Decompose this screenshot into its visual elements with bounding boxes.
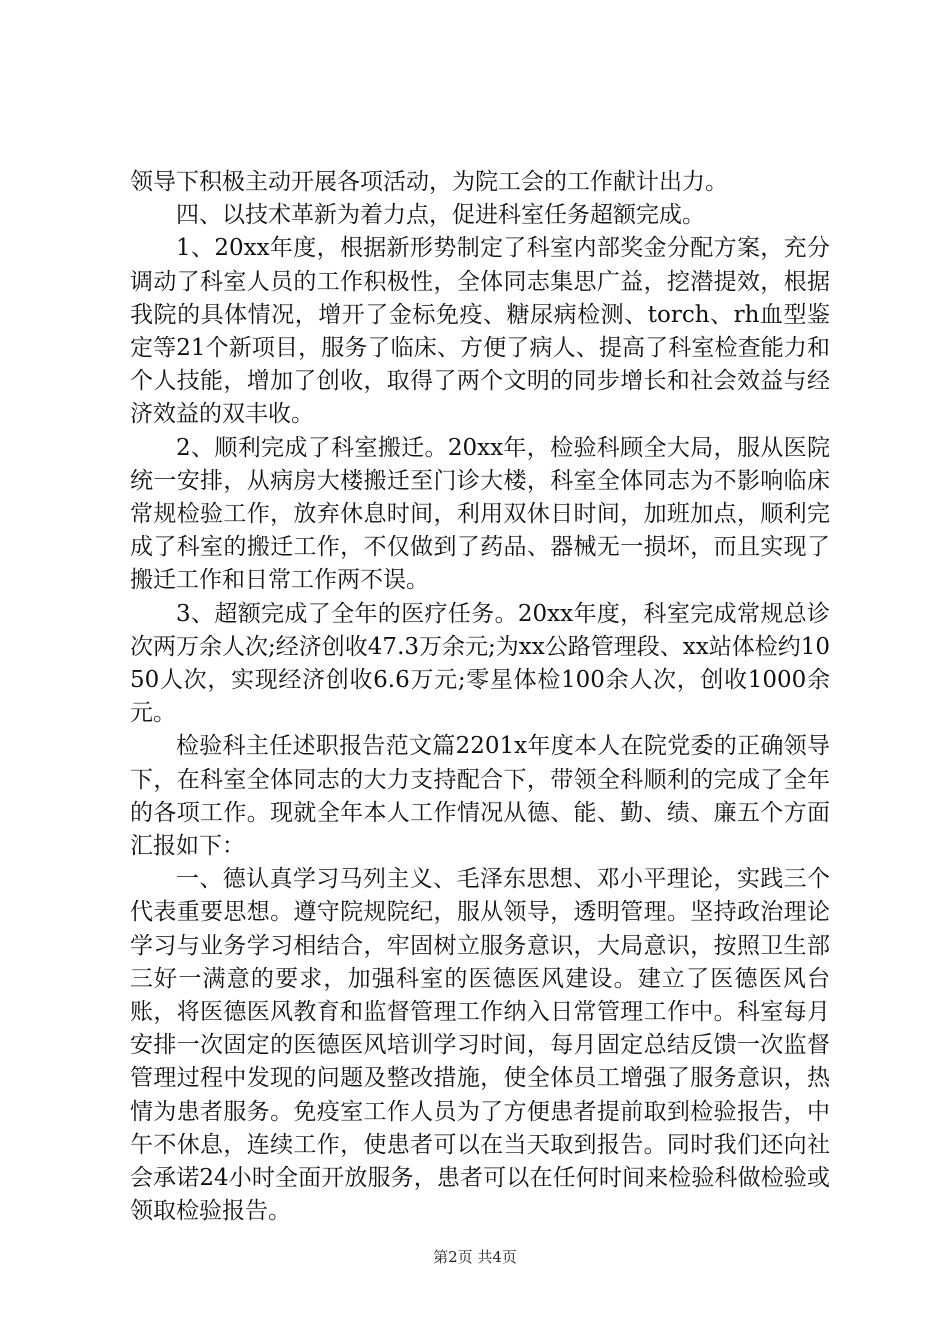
paragraph-3: 1、20xx年度，根据新形势制定了科室内部奖金分配方案，充分调动了科室人员的工作积极性，全体同志集思广益，挖潜提效，根据我院的具体情况，增开了金标免疫、糖尿病检测、torch、rh血型鉴定等21个新项目，服务了临床、方便了病人、提高了科室检查能力和个人技能，增加了创收，取得了两个文明的同步增长和社会效益与经济效益的双丰收。 <box>130 235 830 428</box>
paragraph-7: 一、德认真学习马列主义、毛泽东思想、邓小平理论，实践三个代表重要思想。遵守院规院纪，服从领导，透明管理。坚持政治理论学习与业务学习相结合，牢固树立服务意识，大局意识，按照卫生部三好一满意的要求，加强科室的医德医风建设。建立了医德医风台账，将医德医风教育和监督管理工作纳入日常管理工作中。科室每月安排一次固定的医德医风培训学习时间，每月固定总结反馈一次监督管理过程中发现的问题及整改措施，使全体员工增强了服务意识，热情为患者服务。免疫室工作人员为了方便患者提前取到检验报告，中午不休息，连续工作，使患者可以在当天取到报告。同时我们还向社会承诺24小时全面开放服务，患者可以在任何时间来检验科做检验或领取检验报告。 <box>130 866 830 1225</box>
document-body <box>130 166 830 1229</box>
paragraph-1: 领导下积极主动开展各项活动，为院工会的工作献计出力。 <box>130 169 728 195</box>
page-number-footer: 第2页 共4页 <box>433 1248 517 1266</box>
paragraph-5: 3、超额完成了全年的医疗任务。20xx年度，科室完成常规总诊次两万余人次;经济创收47.3万余元;为xx公路管理段、xx站体检约1050人次，实现经济创收6.6万元;零星体检100余人次，创收1000余元。 <box>130 600 830 727</box>
paragraph-6: 检验科主任述职报告范文篇2201x年度本人在院党委的正确领导下，在科室全体同志的大力支持配合下，带领全科顺利的完成了全年的各项工作。现就全年本人工作情况从德、能、勤、绩、廉五个方面汇报如下： <box>130 733 830 860</box>
paragraph-2: 四、以技术革新为着力点，促进科室任务超额完成。 <box>176 202 705 229</box>
paragraph-4: 2、顺利完成了科室搬迁。20xx年，检验科顾全大局，服从医院统一安排，从病房大楼搬迁至门诊大楼，科室全体同志为不影响临床常规检验工作，放弃休息时间，利用双休日时间，加班加点，顺利完成了科室的搬迁工作，不仅做到了药品、器械无一损坏，而且实现了搬迁工作和日常工作两不误。 <box>130 434 830 594</box>
